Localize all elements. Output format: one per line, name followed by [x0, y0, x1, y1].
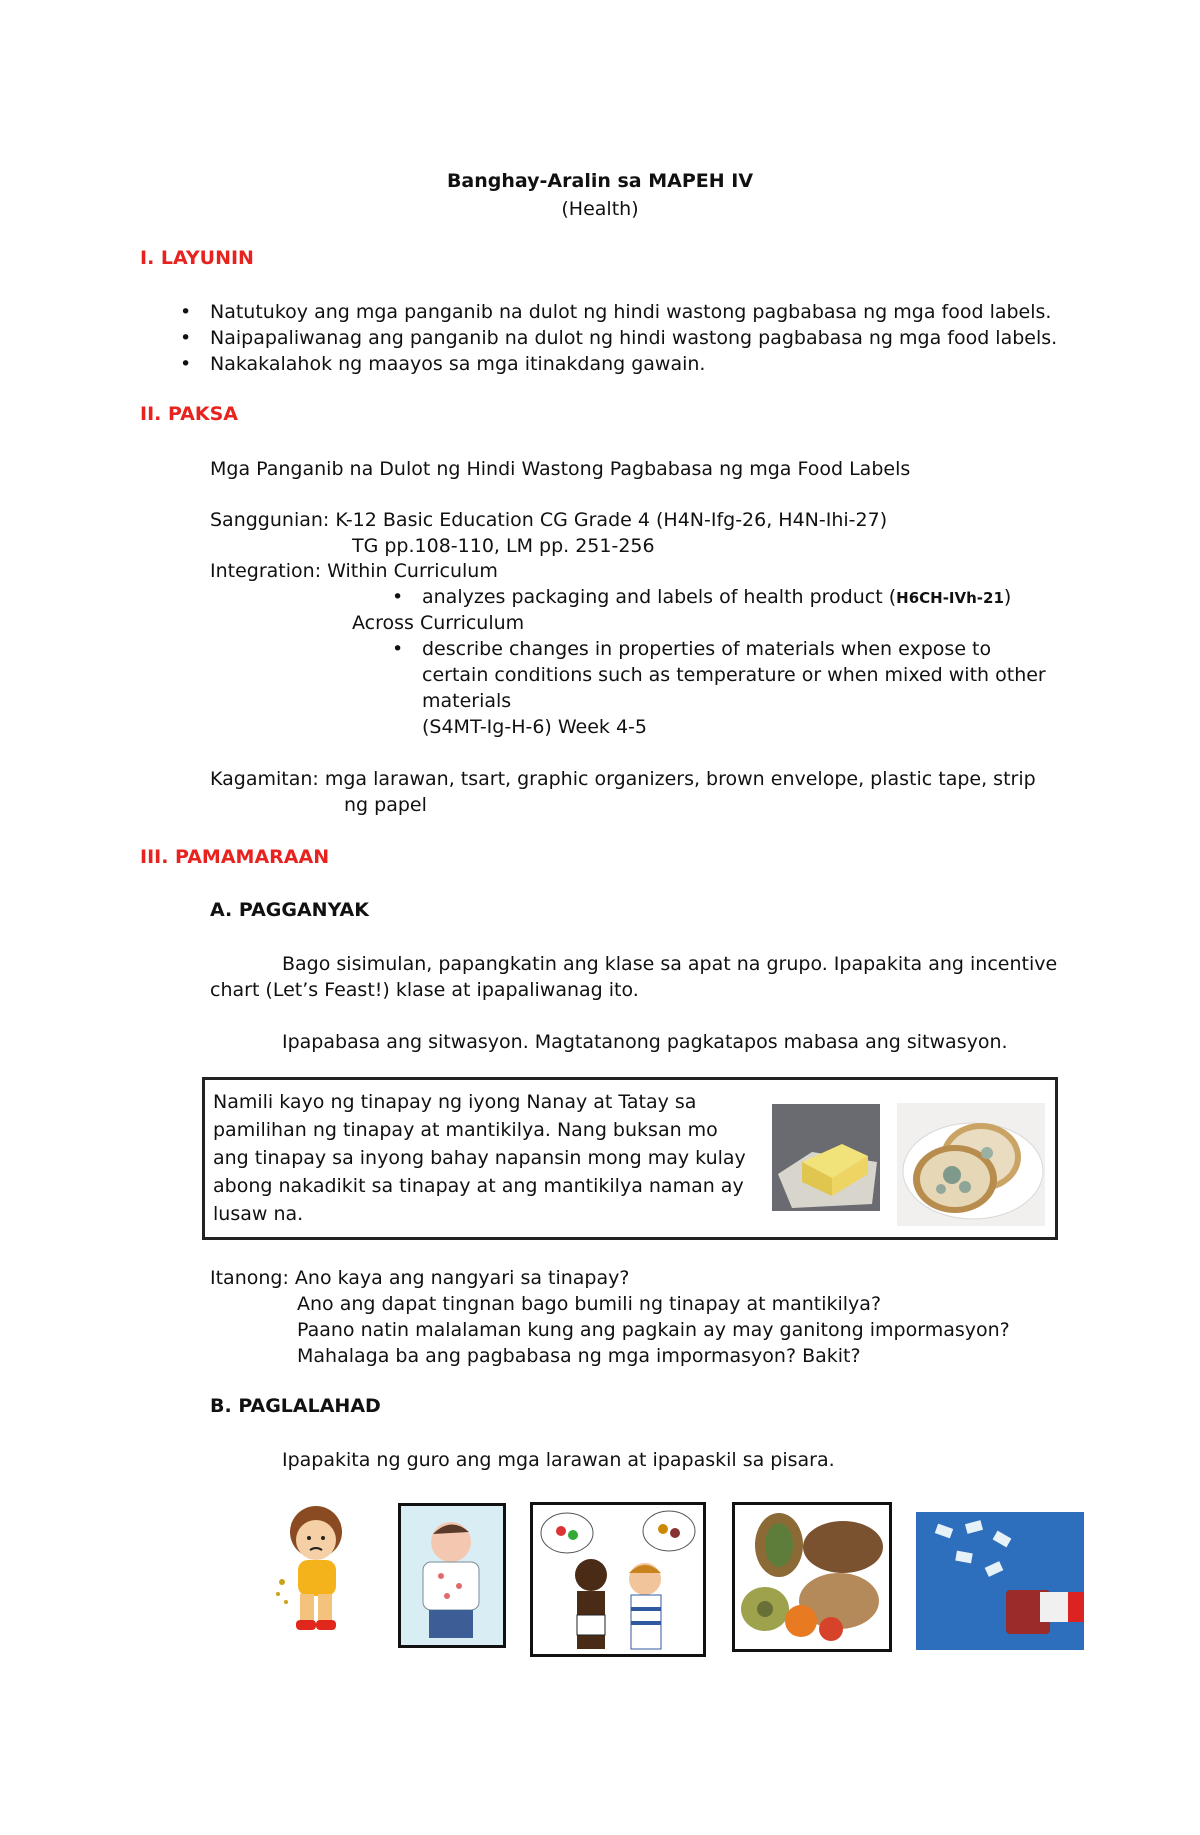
- subheading-paglalahad: B. PAGLALAHAD: [210, 1395, 381, 1417]
- across-curriculum-item: • describe changes in properties of materials when expose to: [422, 636, 991, 662]
- lesson-topic: Mga Panganib na Dulot ng Hindi Wastong Pagbabasa ng mga Food Labels: [210, 458, 911, 480]
- kagamitan-line: Kagamitan: mga larawan, tsart, graphic organizers, brown envelope, plastic tape, strip: [210, 768, 1036, 790]
- section-heading-paksa: II. PAKSA: [140, 403, 238, 425]
- sanggunian-pages: TG pp.108-110, LM pp. 251-256: [352, 535, 655, 557]
- itchy-man-illustration: [398, 1503, 506, 1648]
- within-item-code: H6CH-IVh-21: [896, 589, 1004, 607]
- within-item-text: analyzes packaging and labels of health product (: [422, 586, 897, 608]
- paglalahad-paragraph: Ipapakita ng guro ang mga larawan at ipapaskil sa pisara.: [282, 1449, 835, 1471]
- section-heading-layunin: I. LAYUNIN: [140, 247, 254, 269]
- objective-item: • Nakakalahok ng maayos sa mga itinakdang gawain.: [210, 351, 705, 377]
- sanggunian-line: Sanggunian: K-12 Basic Education CG Grade 4 (H4N-Ifg-26, H4N-Ihi-27): [210, 509, 888, 531]
- scenario-text: Namili kayo ng tinapay ng iyong Nanay at Tatay sa pamilihan ng tinapay at mantikilya. Nang buksan mo ang tinapay sa inyong bahay napansin mong may kulay abong nakadikit sa tinapay at ang mantikilya naman ay lusaw na.: [213, 1091, 746, 1225]
- question-line: Itanong: Ano kaya ang nangyari sa tinapay?: [210, 1267, 630, 1289]
- across-item-line3: materials: [422, 690, 512, 712]
- section-heading-pamamaraan: III. PAMAMARAAN: [140, 846, 330, 868]
- two-boys-illustration: [530, 1502, 706, 1657]
- within-curriculum-item: [422, 584, 1011, 611]
- within-item-close: ): [1003, 586, 1012, 608]
- butter-photo: [772, 1104, 880, 1211]
- question-line: Ano ang dapat tingnan bago bumili ng tinapay at mantikilya?: [297, 1293, 882, 1315]
- kagamitan-line2: ng papel: [344, 794, 427, 816]
- integration-label: Integration: Within Curriculum: [210, 560, 498, 582]
- document-subtitle: (Health): [561, 198, 639, 220]
- objective-item: • Natutukoy ang mga panganib na dulot ng hindi wastong pagbabasa ng mga food labels.: [210, 299, 1051, 325]
- across-item-line4: (S4MT-Ig-H-6) Week 4-5: [422, 716, 648, 738]
- pagganyak-instruction: Ipapabasa ang sitwasyon. Magtatanong pagkatapos mabasa ang sitwasyon.: [282, 1031, 1008, 1053]
- sick-child-illustration: [272, 1502, 362, 1642]
- subheading-pagganyak: A. PAGGANYAK: [210, 899, 369, 921]
- moldy-bread-photo: [897, 1103, 1045, 1226]
- pagganyak-paragraph: Bago sisimulan, papangkatin ang klase sa apat na grupo. Ipapakita ang incentive: [282, 953, 1058, 975]
- across-curriculum-label: Across Curriculum: [352, 612, 525, 634]
- objective-item: • Naipapaliwanag ang panganib na dulot ng hindi wastong pagbabasa ng mga food labels.: [210, 325, 1057, 351]
- spoiled-food-illustration: [732, 1502, 892, 1652]
- money-wallet-illustration: [916, 1512, 1084, 1650]
- pagganyak-paragraph-line2: chart (Let’s Feast!) klase at ipapaliwanag ito.: [210, 979, 639, 1001]
- question-line: Paano natin malalaman kung ang pagkain ay may ganitong impormasyon?: [297, 1319, 1010, 1341]
- document-title: Banghay-Aralin sa MAPEH IV: [446, 170, 754, 192]
- question-line: Mahalaga ba ang pagbabasa ng mga impormasyon? Bakit?: [297, 1345, 861, 1367]
- across-item-line2: certain conditions such as temperature or when mixed with other: [422, 664, 1046, 686]
